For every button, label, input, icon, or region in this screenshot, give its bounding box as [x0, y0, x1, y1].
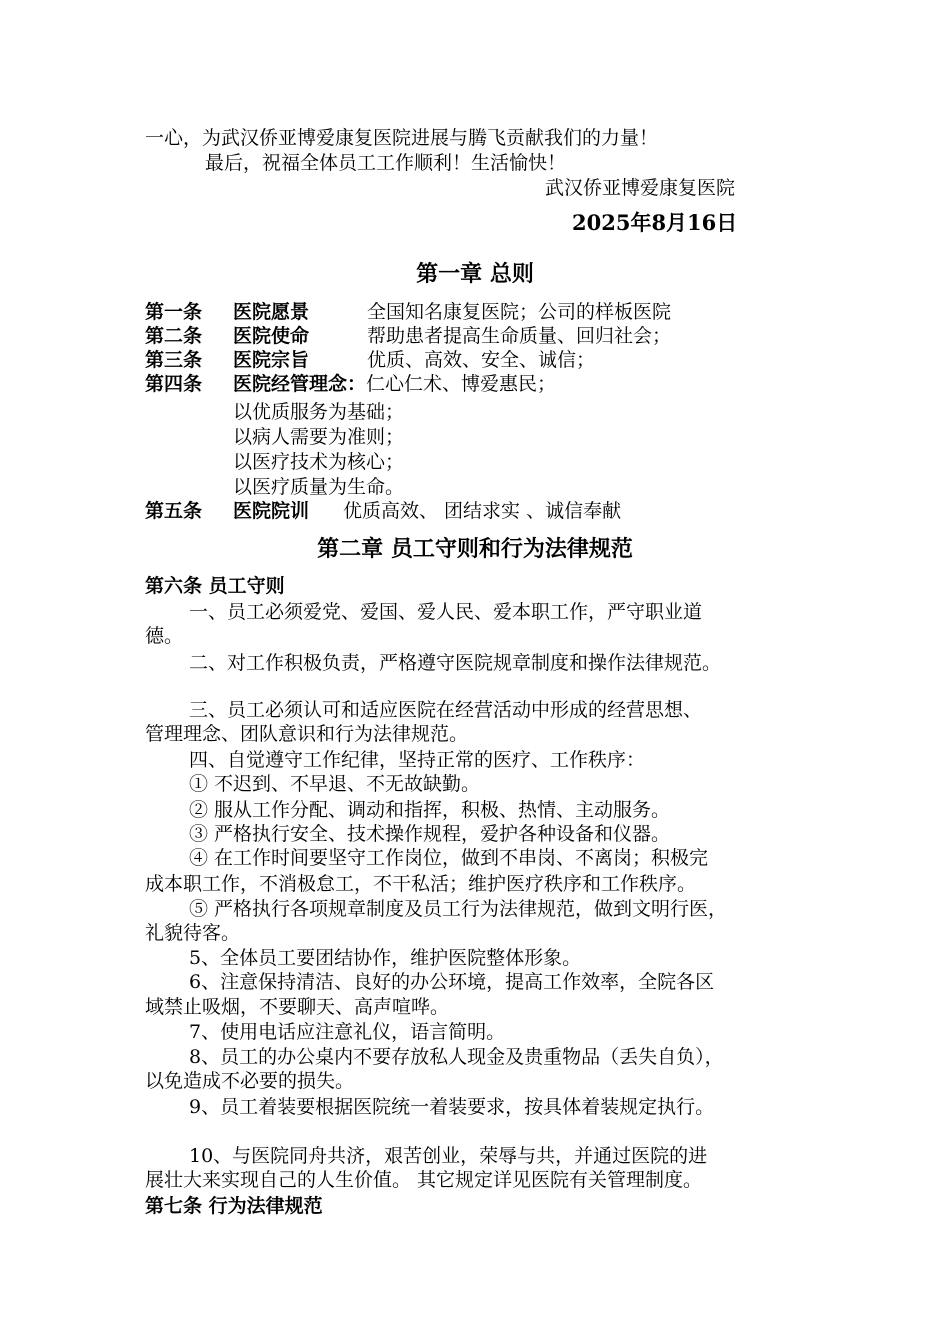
chapter-2-title: 第二章 员工守则和行为法律规范: [317, 537, 633, 562]
body-line: 10、与医院同舟共济，艰苦创业，荣辱与共，并通过医院的进: [189, 1145, 708, 1167]
article-value: 优质、高效、安全、诚信；: [367, 349, 596, 371]
body-line: 三、员工必须认可和适应医院在经营活动中形成的经营思想、: [189, 699, 703, 721]
body-line: 以免造成不必要的损失。: [145, 1070, 355, 1092]
article-2: [145, 324, 671, 348]
body-line: 礼貌待客。: [145, 922, 241, 944]
body-line: 展壮大来实现自己的人生价值。 其它规定详见医院有关管理制度。: [145, 1169, 703, 1191]
article-7-heading: 第七条 行为法律规范: [145, 1195, 323, 1217]
body-line: 9、员工着装要根据医院统一着装要求，按具体着装规定执行。: [189, 1096, 715, 1118]
article-name: 医院愿景: [233, 301, 310, 323]
article-name: 医院经管理念：: [233, 373, 367, 395]
body-line: 6、注意保持清洁、良好的办公环境，提高工作效率，全院各区: [189, 971, 715, 993]
article-value: 优质高效、 团结求实 、诚信奉献: [343, 500, 622, 522]
article-value: 全国知名康复医院；公司的样板医院: [367, 301, 672, 323]
body-line: ② 服从工作分配、调动和指挥，积极、热情、主动服务。: [189, 799, 671, 821]
article-number: 第二条: [145, 325, 203, 347]
body-line: 5、全体员工要团结协作，维护医院整体形象。: [189, 947, 582, 969]
article-value: 帮助患者提高生命质量、回归社会；: [367, 325, 672, 347]
principle-2: 以病人需要为准则；: [233, 426, 405, 448]
intro-line-2: 最后，祝福全体员工工作顺利！生活愉快！: [205, 152, 567, 174]
body-line: 7、使用电话应注意礼仪，语言简明。: [189, 1021, 506, 1043]
body-line: 一、员工必须爱党、爱国、爱人民、爱本职工作，严守职业道: [189, 601, 703, 623]
body-line: 域禁止吸烟，不要聊天、高声喧哗。: [145, 996, 450, 1018]
chapter-1-title: 第一章 总则: [416, 262, 534, 287]
body-line: ⑤ 严格执行各项规章制度及员工行为法律规范，做到文明行医，: [189, 898, 728, 920]
body-line: ④ 在工作时间要坚守工作岗位，做到不串岗、不离岗；积极完: [189, 847, 709, 869]
article-number: 第五条: [145, 500, 203, 522]
body-line: ① 不迟到、不早退、不无故缺勤。: [189, 773, 481, 795]
article-number: 第一条: [145, 301, 203, 323]
article-1: [145, 300, 671, 324]
article-3: [145, 348, 595, 372]
body-line: 德。: [145, 625, 184, 647]
body-line: 二、对工作积极负责，严格遵守医院规章制度和操作法律规范。: [189, 652, 722, 674]
principle-4: 以医疗质量为生命。: [233, 476, 405, 498]
body-line: 8、员工的办公桌内不要存放私人现金及贵重物品（丢失自负），: [189, 1046, 724, 1068]
body-line: 成本职工作，不消极怠工，不干私活；维护医疗秩序和工作秩序。: [145, 873, 697, 895]
body-line: ③ 严格执行安全、技术操作规程，爱护各种设备和仪器。: [189, 823, 671, 845]
signature: 武汉侨亚博爱康复医院: [545, 177, 736, 199]
date: 2025年8月16日: [572, 210, 738, 235]
article-4: [145, 372, 556, 396]
principle-1: 以优质服务为基础；: [233, 401, 405, 423]
article-6-heading: 第六条 员工守则: [145, 575, 285, 597]
article-5: [145, 499, 621, 523]
body-line: 四、自觉遵守工作纪律，坚持正常的医疗、工作秩序：: [189, 749, 646, 771]
article-name: 医院宗旨: [233, 349, 310, 371]
article-name: 医院院训: [233, 500, 310, 522]
article-value: 仁心仁术、博爱惠民；: [366, 373, 557, 395]
article-number: 第四条: [145, 373, 203, 395]
principle-3: 以医疗技术为核心；: [233, 451, 405, 473]
body-line: 管理理念、团队意识和行为法律规范。: [145, 723, 469, 745]
article-number: 第三条: [145, 349, 203, 371]
intro-line-1: 一心，为武汉侨亚博爱康复医院进展与腾飞贡献我们的力量！: [145, 127, 659, 149]
article-name: 医院使命: [233, 325, 310, 347]
